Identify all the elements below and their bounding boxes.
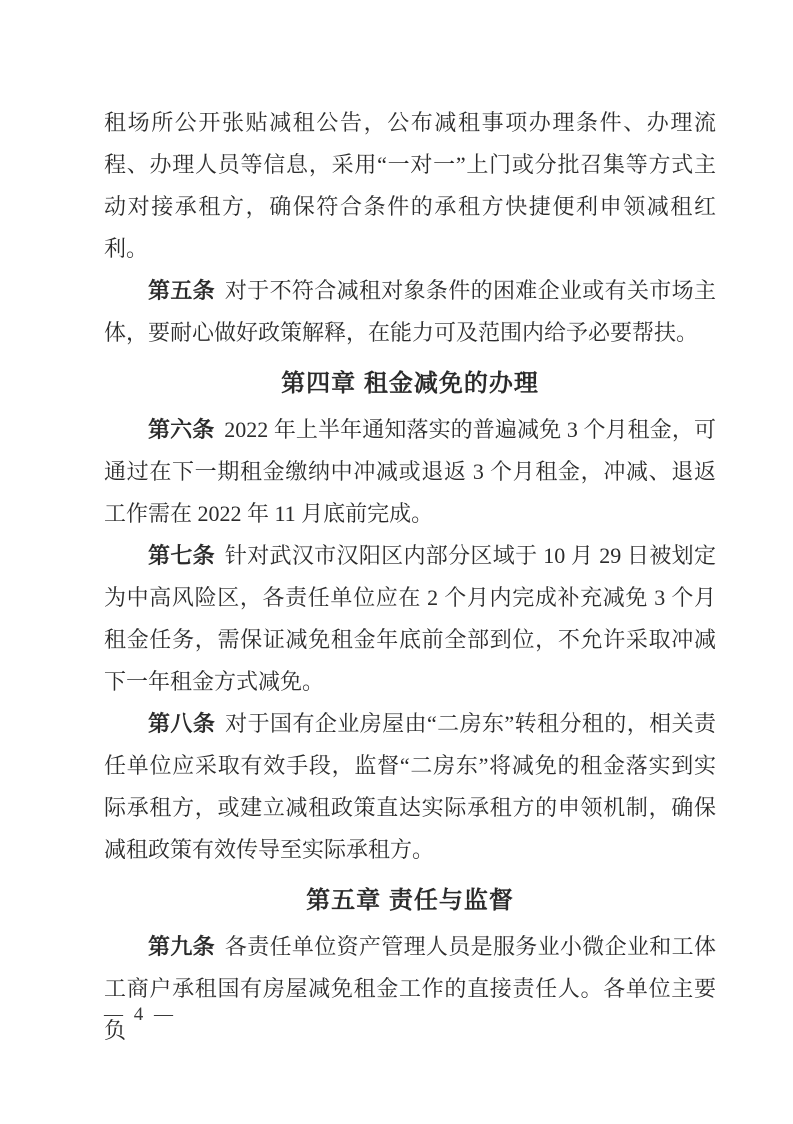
article-number-label: 第八条 <box>148 711 216 736</box>
paragraph-text: 对于不符合减租对象条件的困难企业或有关市场主体，要耐心做好政策解释，在能力可及范围内给予必要帮扶。 <box>104 278 716 345</box>
paragraph-article-6 <box>104 409 716 535</box>
article-number-label: 第九条 <box>148 934 216 959</box>
paragraph-continuation <box>104 102 716 270</box>
paragraph-article-8 <box>104 703 716 871</box>
article-number-label: 第七条 <box>148 543 215 568</box>
chapter-heading-4: 第四章 租金减免的办理 <box>281 370 539 397</box>
paragraph-article-7 <box>104 535 716 703</box>
chapter-heading-5: 第五章 责任与监督 <box>306 887 514 914</box>
page-number: — 4 — <box>104 1004 176 1025</box>
paragraph-text: 对于国有企业房屋由“二房东”转租分租的，相关责任单位应采取有效手段，监督“二房东”将减免的租金落实到实际承租方，或建立减租政策直达实际承租方的申领机制，确保减租政策有效传导至实际承租方。 <box>104 711 717 862</box>
page-footer <box>104 1004 176 1026</box>
paragraph-article-5 <box>104 270 716 354</box>
paragraph-text: 租场所公开张贴减租公告，公布减租事项办理条件、办理流程、办理人员等信息，采用“一对一”上门或分批召集等方式主动对接承租方，确保符合条件的承租方快捷便利申领减租红利。 <box>104 110 716 261</box>
paragraph-text: 2022 年上半年通知落实的普遍减免 3 个月租金，可通过在下一期租金缴纳中冲减或退返 3 个月租金，冲减、退返工作需在 2022 年 11 月底前完成。 <box>104 417 716 526</box>
document-body <box>104 102 716 1052</box>
paragraph-text: 各责任单位资产管理人员是服务业小微企业和工体工商户承租国有房屋减免租金工作的直接责任人。各单位主要负 <box>104 934 716 1043</box>
article-number-label: 第五条 <box>148 278 216 303</box>
article-number-label: 第六条 <box>148 417 215 442</box>
paragraph-text: 针对武汉市汉阳区内部分区域于 10 月 29 日被划定为中高风险区，各责任单位应在 2 个月内完成补充减免 3 个月租金任务，需保证减免租金年底前全部到位，不允许采取冲减下一年租金方式减免。 <box>104 543 716 694</box>
paragraph-article-9 <box>104 926 716 1052</box>
